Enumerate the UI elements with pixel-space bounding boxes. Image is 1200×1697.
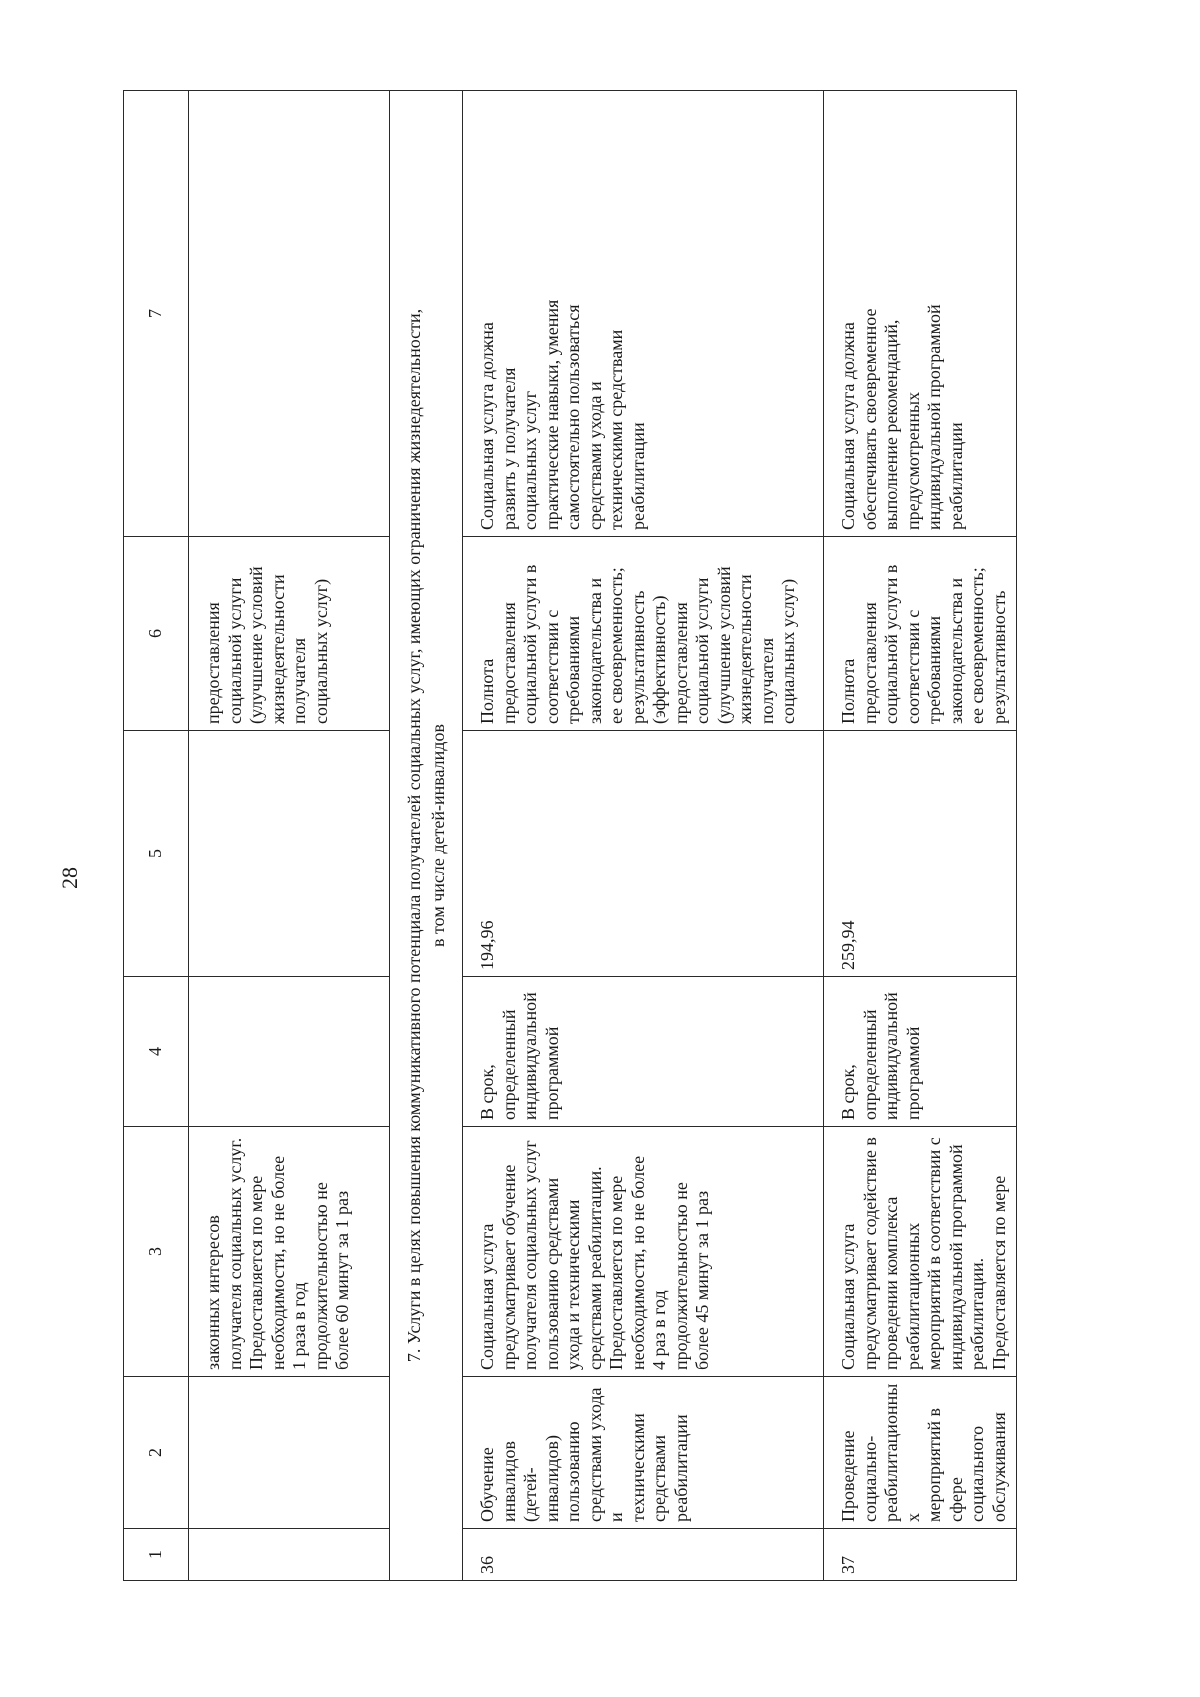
column-header: 6 [124,537,189,731]
service-term-cell: В срок, определенный индивидуальной программой [824,977,1017,1127]
service-term-cell: В срок, определенный индивидуальной программой [463,977,824,1127]
column-header: 1 [124,1529,189,1581]
service-description-cell: Социальная услуга предусматривает содействие в проведении комплекса реабилитационных мероприятий в соответствии с индивидуальной программой реабилитации. Предоставляется по мере [824,1127,1017,1377]
table-cell [189,1377,390,1529]
table-row [824,91,1017,1581]
tariff-cell: 194,96 [463,731,824,977]
continuation-row [189,91,390,1581]
table-container [123,91,1093,1581]
service-name-cell: Проведение социально- реабилитационных мероприятий в сфере социального обслуживания [824,1377,1017,1529]
table-row [463,91,824,1581]
service-description-cell: законных интересов получателя социальных услуг. Предоставляется по мере необходимости, но не более 1 раза в год продолжительностью не более 60 минут за 1 раз [189,1127,390,1377]
tariff-cell: 259,94 [824,731,1017,977]
table-cell [189,1529,390,1581]
service-name-cell: Обучение инвалидов (детей- инвалидов) пользованию средствами ухода и техническими средствами реабилитации [463,1377,824,1529]
column-header: 4 [124,977,189,1127]
section-heading-row [390,91,463,1581]
row-number-cell: 37 [824,1529,1017,1581]
table-cell [189,731,390,977]
table-cell [189,977,390,1127]
conditions-cell: Социальная услуга должна развить у получателя социальных услуг практические навыки, умения самостоятельно пользоваться средствами ухода и техническими средствами реабилитации [463,91,824,537]
row-number-cell: 36 [463,1529,824,1581]
page-number: 28 [57,867,82,889]
column-header: 5 [124,731,189,977]
column-header: 7 [124,91,189,537]
quality-indicators-cell: Полнота предоставления социальной услуги в соответствии с требованиями законодательства и ее своевременность; результативность (эффективность) предоставления социальной услуги (улучшение условий жизнедеятельности получателя социальных услуг) [463,537,824,731]
column-header: 3 [124,1127,189,1377]
table-cell [189,91,390,537]
column-header-row [124,91,189,1581]
quality-indicators-cell: Полнота предоставления социальной услуги в соответствии с требованиями законодательства и ее своевременность; результативность [824,537,1017,731]
service-description-cell: Социальная услуга предусматривает обучение получателя социальных услуг пользованию средствами ухода и техническими средствами реабилитации. Предоставляется по мере необходимости, но не более 4 раз в год продолжительностью не более 45 минут за 1 раз [463,1127,824,1377]
section-heading: 7. Услуги в целях повышения коммуникативного потенциала получателей социальных услуг, имеющих ограничения жизнедеятельности, в том числе детей-инвалидов [390,91,463,1581]
conditions-cell: Социальная услуга должна обеспечивать своевременное выполнение рекомендаций, предусмотренных индивидуальной программой реабилитации [824,91,1017,537]
column-header: 2 [124,1377,189,1529]
services-table [123,90,1017,1581]
quality-indicators-cell: предоставления социальной услуги (улучшение условий жизнедеятельности получателя социальных услуг) [189,537,390,731]
